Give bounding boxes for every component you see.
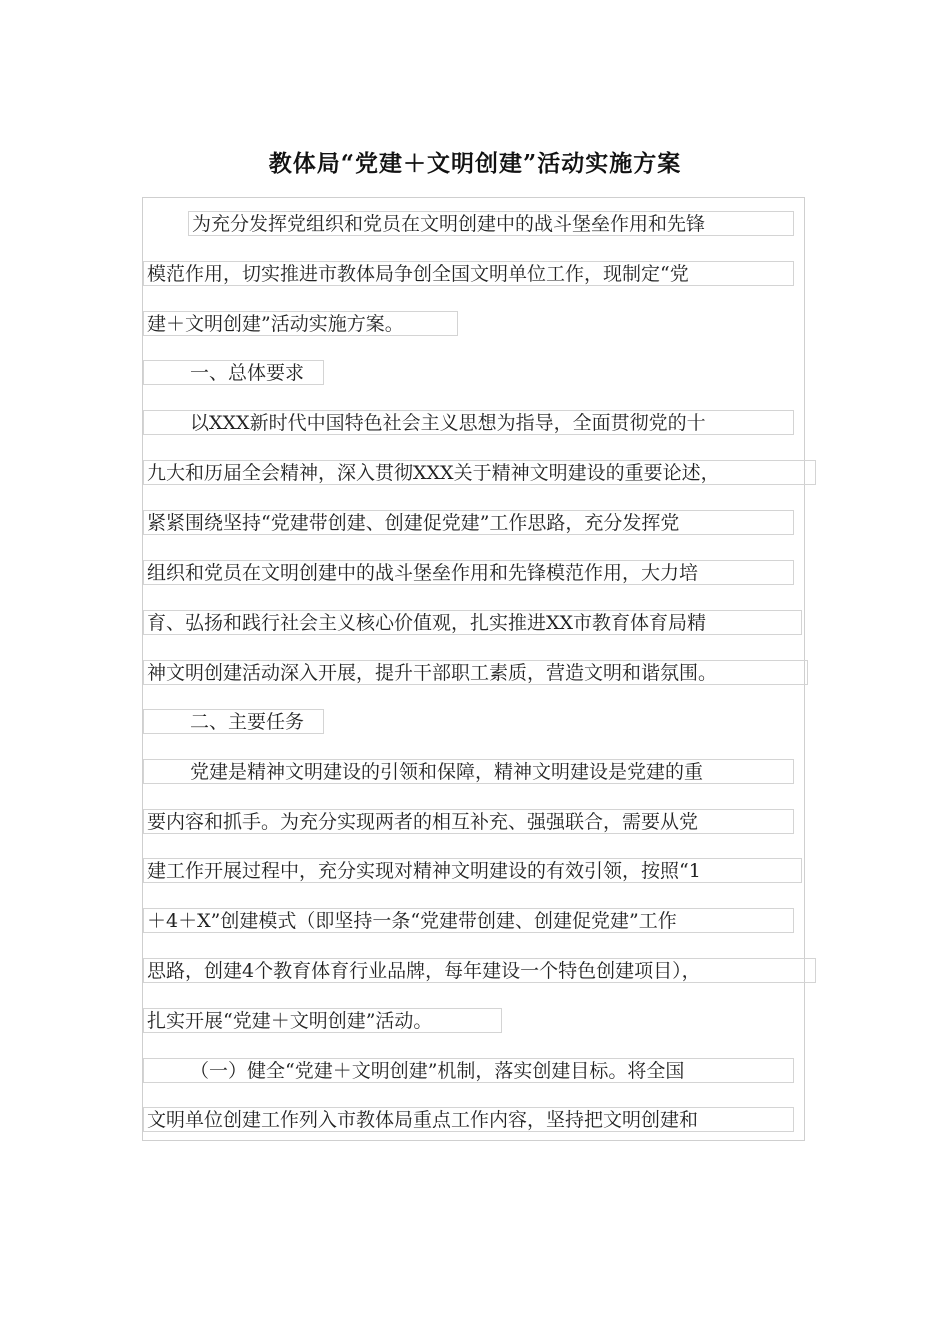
paragraph-line: 以XXX新时代中国特色社会主义思想为指导，全面贯彻党的十 [143,410,794,435]
paragraph-line: 育、弘扬和践行社会主义核心价值观，扎实推进XX市教育体育局精 [143,610,802,635]
paragraph-line: 思路，创建4个教育体育行业品牌，每年建设一个特色创建项目）， [143,958,816,983]
paragraph-line: 神文明创建活动深入开展，提升干部职工素质，营造文明和谐氛围。 [143,660,808,685]
paragraph-line: 九大和历届全会精神，深入贯彻XXX关于精神文明建设的重要论述， [143,460,816,485]
paragraph-line: 要内容和抓手。为充分实现两者的相互补充、强强联合，需要从党 [143,809,794,834]
paragraph-line: 建工作开展过程中，充分实现对精神文明建设的有效引领，按照“1 [143,858,802,883]
paragraph-line: 模范作用，切实推进市教体局争创全国文明单位工作，现制定“党 [143,261,794,286]
paragraph-line: 党建是精神文明建设的引领和保障，精神文明建设是党建的重 [143,759,794,784]
paragraph-line: 文明单位创建工作列入市教体局重点工作内容，坚持把文明创建和 [143,1107,794,1132]
paragraph-line: （一）健全“党建＋文明创建”机制，落实创建目标。将全国 [143,1058,794,1083]
section-heading: 一、总体要求 [143,360,324,385]
paragraph-line: 为充分发挥党组织和党员在文明创建中的战斗堡垒作用和先锋 [188,211,794,236]
paragraph-line: 扎实开展“党建＋文明创建”活动。 [143,1008,502,1033]
paragraph-line: 紧紧围绕坚持“党建带创建、创建促党建”工作思路，充分发挥党 [143,510,794,535]
paragraph-line: 建＋文明创建”活动实施方案。 [143,311,458,336]
section-heading: 二、主要任务 [143,709,324,734]
document-title: 教体局“党建＋文明创建”活动实施方案 [268,150,682,177]
paragraph-line: 组织和党员在文明创建中的战斗堡垒作用和先锋模范作用，大力培 [143,560,794,585]
paragraph-line: ＋4＋X”创建模式（即坚持一条“党建带创建、创建促党建”工作 [143,908,794,933]
